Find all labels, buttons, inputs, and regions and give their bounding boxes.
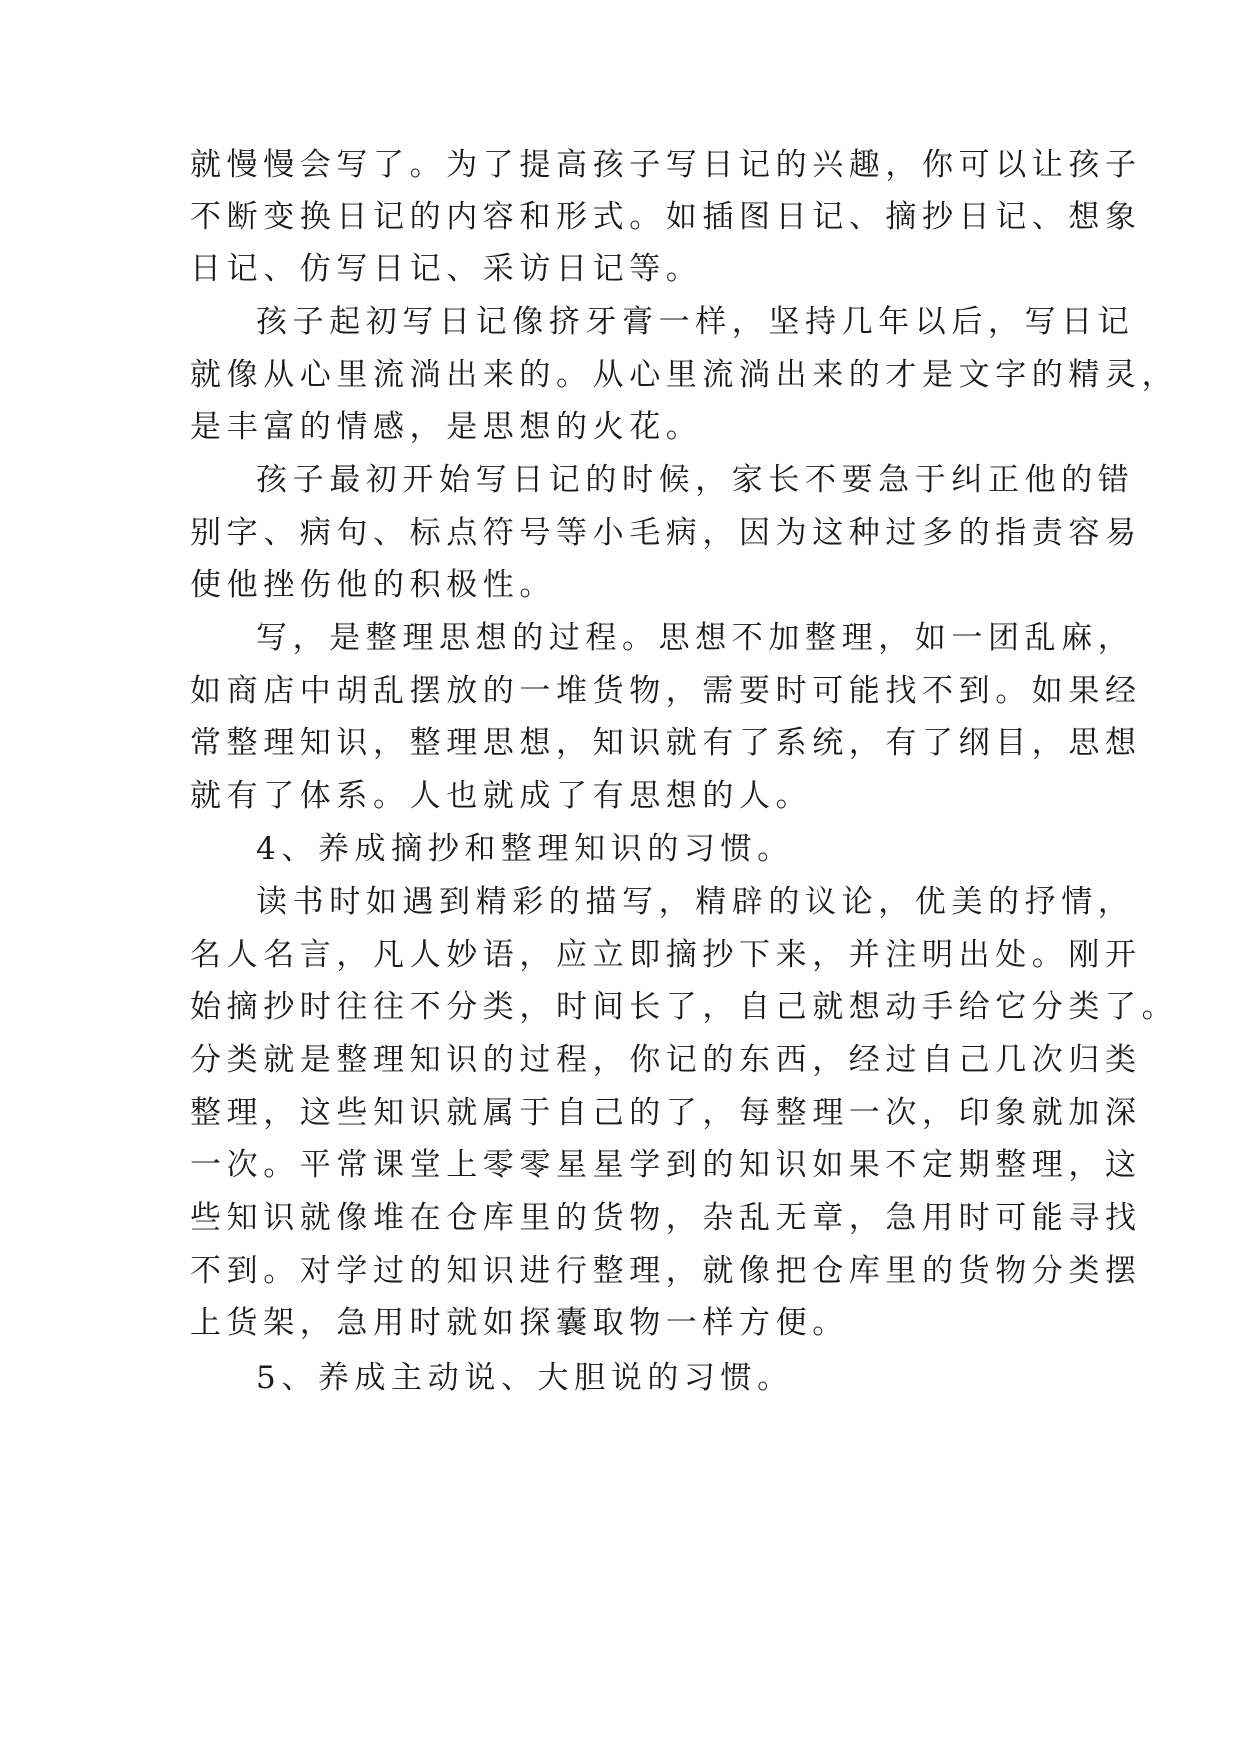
text-line: 日记、仿写日记、采访日记等。: [190, 251, 703, 287]
text-line: 别字、病句、标点符号等小毛病，因为这种过多的指责容易: [190, 515, 1142, 551]
text-line: 常整理知识，整理思想，知识就有了系统，有了纲目，思想: [190, 725, 1142, 761]
text-line: 就像从心里流淌出来的。从心里流淌出来的才是文字的精灵，: [190, 357, 1179, 393]
paragraph-first-line: 孩子起初写日记像挤牙膏一样，坚持几年以后，写日记: [256, 304, 1135, 340]
text-line: 分类就是整理知识的过程，你记的东西，经过自己几次归类: [190, 1042, 1142, 1078]
text-line: 就有了体系。人也就成了有思想的人。: [190, 778, 813, 814]
text-line: 些知识就像堆在仓库里的货物，杂乱无章，急用时可能寻找: [190, 1200, 1142, 1236]
text-line: 始摘抄时往往不分类，时间长了，自己就想动手给它分类了。: [190, 989, 1179, 1025]
section-heading: 5、养成主动说、大胆说的习惯。: [256, 1360, 794, 1396]
text-line: 就慢慢会写了。为了提高孩子写日记的兴趣，你可以让孩子: [190, 147, 1142, 183]
text-line: 不到。对学过的知识进行整理，就像把仓库里的货物分类摆: [190, 1253, 1142, 1289]
paragraph-first-line: 读书时如遇到精彩的描写，精辟的议论，优美的抒情，: [256, 884, 1135, 920]
text-line: 整理，这些知识就属于自己的了，每整理一次，印象就加深: [190, 1095, 1142, 1131]
text-line: 是丰富的情感，是思想的火花。: [190, 409, 703, 445]
text-line: 使他挫伤他的积极性。: [190, 567, 556, 603]
text-line: 上货架，急用时就如探囊取物一样方便。: [190, 1305, 849, 1341]
paragraph-first-line: 孩子最初开始写日记的时候，家长不要急于纠正他的错: [256, 462, 1135, 498]
text-line: 名人名言，凡人妙语，应立即摘抄下来，并注明出处。刚开: [190, 937, 1142, 973]
text-line: 不断变换日记的内容和形式。如插图日记、摘抄日记、想象: [190, 199, 1142, 235]
paragraph-first-line: 写，是整理思想的过程。思想不加整理，如一团乱麻，: [256, 620, 1135, 656]
text-line: 如商店中胡乱摆放的一堆货物，需要时可能找不到。如果经: [190, 673, 1142, 709]
text-line: 一次。平常课堂上零零星星学到的知识如果不定期整理，这: [190, 1147, 1142, 1183]
section-heading: 4、养成摘抄和整理知识的习惯。: [256, 831, 794, 867]
